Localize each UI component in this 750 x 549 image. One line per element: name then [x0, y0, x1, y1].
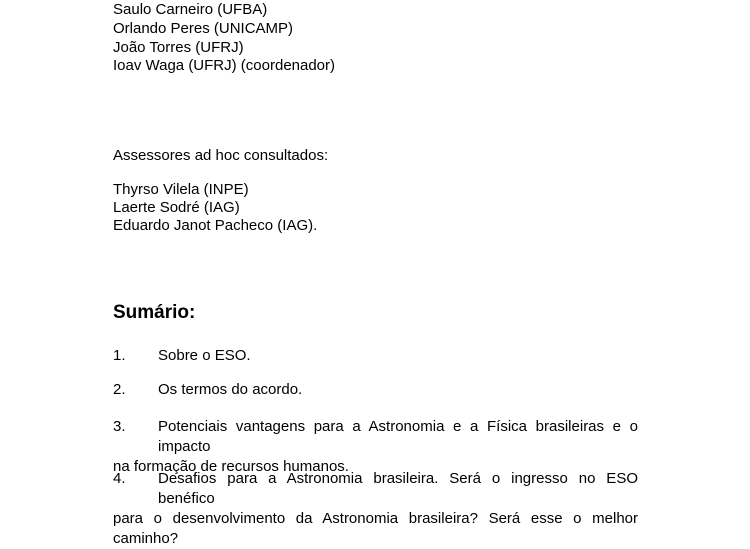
member-line: João Torres (UFRJ)	[113, 39, 244, 56]
sumario-item-continuation: na formação de recursos humanos.	[113, 458, 349, 475]
sumario-item-continuation: para o desenvolvimento da Astronomia brasileira? Será esse o melhor caminho?	[113, 510, 638, 547]
sumario-item	[113, 380, 638, 400]
sumario-item	[113, 417, 638, 477]
assessor-line: Laerte Sodré (IAG)	[113, 199, 240, 216]
sumario-item-text: Desafios para a Astronomia brasileira. Será o ingresso no ESO benéfico	[158, 470, 638, 507]
sumario-title: Sumário:	[113, 302, 196, 323]
sumario-item	[113, 469, 638, 549]
sumario-item-number: 1.	[113, 347, 126, 364]
sumario-item-number: 2.	[113, 381, 126, 398]
member-line: Ioav Waga (UFRJ) (coordenador)	[113, 57, 336, 74]
sumario-item-text: Os termos do acordo.	[158, 381, 303, 398]
member-line: Saulo Carneiro (UFBA)	[113, 1, 268, 18]
sumario-item-text: Sobre o ESO.	[158, 347, 251, 364]
member-line: Orlando Peres (UNICAMP)	[113, 20, 294, 37]
sumario-item-number: 4.	[113, 470, 126, 487]
sumario-item-number: 3.	[113, 418, 126, 435]
sumario-item	[113, 346, 638, 366]
assessor-line: Thyrso Vilela (INPE)	[113, 181, 249, 198]
assessores-label: Assessores ad hoc consultados:	[113, 147, 329, 164]
sumario-item-text: Potenciais vantagens para a Astronomia e a Física brasileiras e o impacto	[158, 418, 638, 455]
assessor-line: Eduardo Janot Pacheco (IAG).	[113, 217, 318, 234]
